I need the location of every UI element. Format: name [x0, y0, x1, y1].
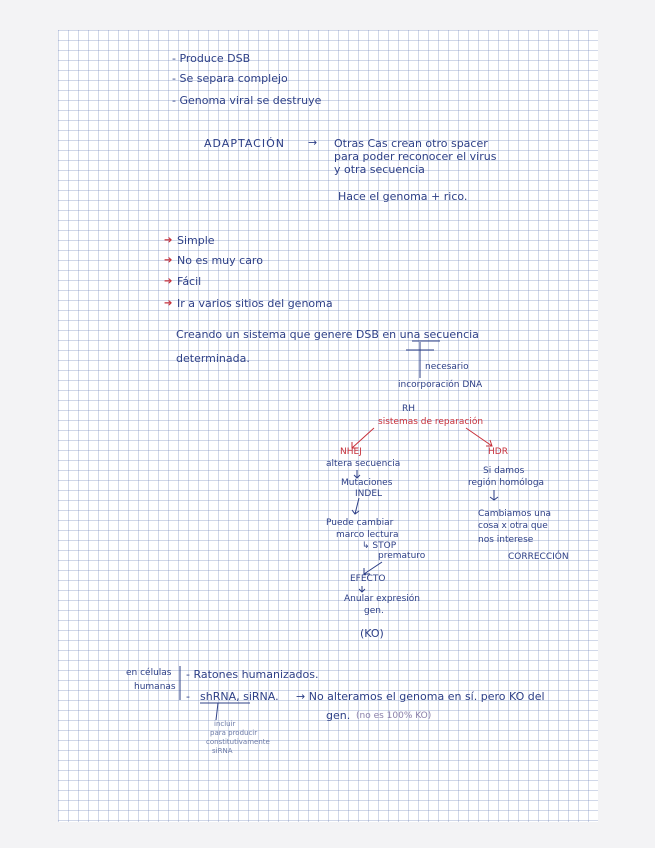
adaptation-line-3: y otra secuencia	[334, 163, 425, 176]
grid-paper-sheet	[58, 30, 598, 822]
feature-item-2: No es muy caro	[177, 254, 263, 267]
tree-ko: (KO)	[360, 627, 384, 640]
tree-hdr-3: Cambiamos una	[478, 509, 552, 519]
tree-puede-1: Puede cambiar	[326, 518, 394, 528]
bottom-item-2: shRNA, siRNA.	[200, 690, 279, 703]
adaptation-title: ADAPTACIÓN	[204, 137, 285, 150]
tree-indel: INDEL	[355, 489, 383, 499]
note-line-2: para producir	[210, 729, 258, 737]
side-label-2: humanas	[134, 682, 176, 692]
red-arrow-2: ➔	[164, 255, 173, 266]
tree-mutaciones: Mutaciones	[341, 478, 393, 488]
tree-necesario: necesario	[425, 362, 469, 372]
tree-hdr-4: cosa x otra que	[478, 521, 548, 531]
tree-hdr-2: región homóloga	[468, 478, 545, 488]
top-list-item-1: - Produce DSB	[172, 52, 251, 65]
adaptation-arrow: →	[308, 136, 318, 149]
red-arrow-1: ➔	[164, 235, 173, 246]
adaptation-line-1: Otras Cas crean otro spacer	[334, 137, 488, 150]
note-line-1: incluir	[214, 720, 236, 728]
intro-line-1: Creando un sistema que genere DSB en una secuencia	[176, 328, 479, 341]
bottom-item-1: - Ratones humanizados.	[186, 668, 319, 681]
adaptation-line-2: para poder reconocer el virus	[334, 150, 497, 163]
feature-item-1: Simple	[177, 234, 215, 247]
red-arrow-3: ➔	[164, 276, 173, 287]
bottom-item-2-cont: gen.	[326, 709, 351, 722]
bottom-item-2-arrow: → No alteramos el genoma en sí. pero KO del	[296, 690, 545, 703]
bottom-item-dash: -	[186, 690, 190, 703]
top-list-item-3: - Genoma viral se destruye	[172, 94, 322, 107]
note-line-3: constitutivamente	[206, 738, 270, 746]
red-arrow-4: ➔	[164, 298, 173, 309]
adaptation-line-4: Hace el genoma + rico.	[338, 190, 468, 203]
tree-efecto: EFECTO	[350, 574, 386, 584]
tree-nhej: NHEJ	[340, 447, 362, 457]
tree-anular-2: gen.	[364, 606, 384, 616]
tree-rh: RH	[402, 404, 416, 414]
tree-incorporacion: incorporación DNA	[398, 380, 483, 390]
top-list-item-2: - Se separa complejo	[172, 72, 288, 85]
bottom-paren-note: (no es 100% KO)	[356, 711, 432, 721]
side-label-1: en células	[126, 668, 172, 678]
tree-repair-systems: sistemas de reparación	[378, 417, 484, 427]
tree-nhej-alters: altera secuencia	[326, 459, 401, 469]
tree-stop-2: prematuro	[378, 551, 426, 561]
tree-anular-1: Anular expresión	[344, 594, 420, 604]
tree-correccion: CORRECCIÓN	[508, 552, 569, 562]
tree-puede-2: marco lectura	[336, 530, 399, 540]
tree-hdr: HDR	[488, 447, 508, 457]
note-line-4: siRNA	[212, 747, 233, 755]
feature-item-3: Fácil	[177, 275, 202, 288]
feature-item-4: Ir a varios sitios del genoma	[177, 297, 333, 310]
tree-hdr-5: nos interese	[478, 535, 534, 545]
intro-line-2: determinada.	[176, 352, 250, 365]
tree-stop-1: ↳ STOP	[362, 541, 397, 551]
tree-hdr-1: Si damos	[483, 466, 525, 476]
